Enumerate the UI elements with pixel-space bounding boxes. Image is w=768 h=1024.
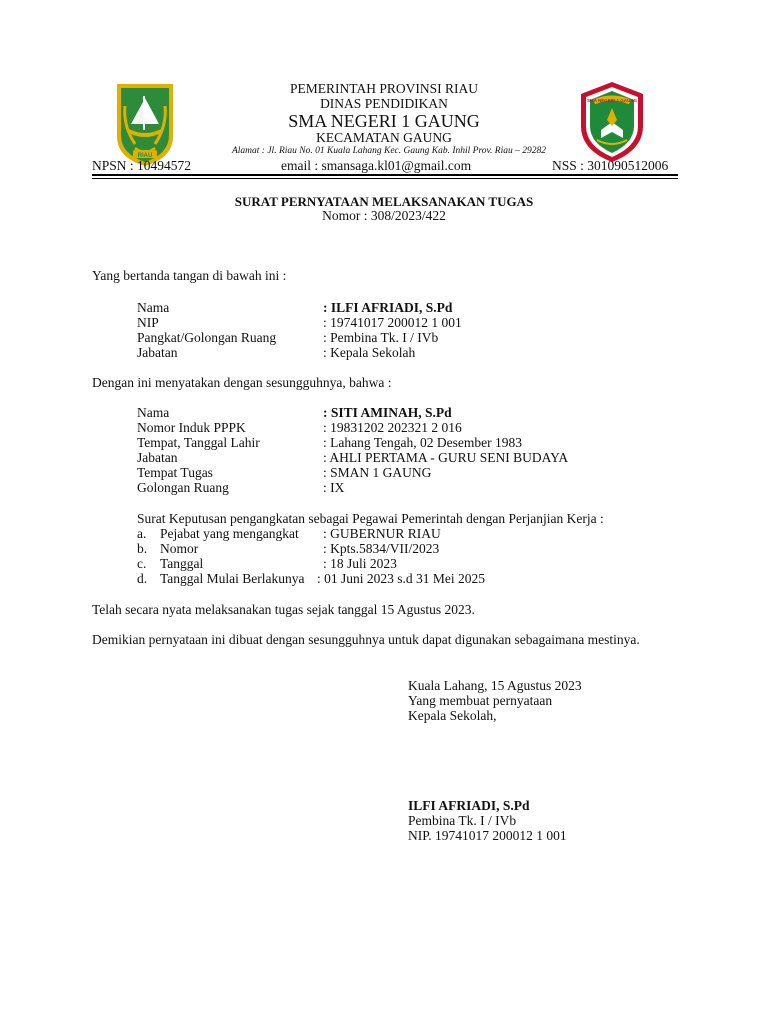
signature-nip: NIP. 19741017 200012 1 001 bbox=[408, 828, 567, 843]
list-marker: a. bbox=[137, 526, 147, 541]
letterhead-rule-thin bbox=[92, 178, 678, 179]
signature-name: ILFI AFRIADI, S.Pd bbox=[408, 798, 530, 813]
list-marker: c. bbox=[137, 556, 147, 571]
field-label: Golongan Ruang bbox=[137, 480, 229, 495]
duty-text: Telah secara nyata melaksanakan tugas sejak tanggal 15 Agustus 2023. bbox=[92, 602, 475, 617]
document-number: Nomor : 308/2023/422 bbox=[322, 208, 446, 223]
decree-intro: Surat Keputusan pengangkatan sebagai Pegawai Pemerintah dengan Perjanjian Kerja : bbox=[137, 511, 604, 526]
field-label: Nama bbox=[137, 300, 170, 315]
field-label: Jabatan bbox=[137, 450, 178, 465]
field-value: : Kpts.5834/VII/2023 bbox=[323, 541, 440, 556]
signature-maker: Yang membuat pernyataan bbox=[408, 693, 553, 708]
letterhead-rule-thick bbox=[92, 174, 678, 176]
field-label: Pejabat yang mengangkat bbox=[160, 526, 299, 541]
field-label: Tempat Tugas bbox=[137, 465, 213, 480]
letterhead-line1: PEMERINTAH PROVINSI RIAU bbox=[290, 81, 478, 96]
district-name: KECAMATAN GAUNG bbox=[316, 130, 452, 145]
field-value: : Kepala Sekolah bbox=[323, 345, 416, 360]
field-value: : 19831202 202321 2 016 bbox=[323, 420, 462, 435]
npsn-text: NPSN : 10494572 bbox=[92, 158, 192, 173]
nss-text: NSS : 301090512006 bbox=[552, 158, 669, 173]
email-text[interactable]: email : smansaga.kl01@gmail.com bbox=[281, 158, 472, 173]
closing-text: Demikian pernyataan ini dibuat dengan sesungguhnya untuk dapat digunakan sebagaimana mestinya. bbox=[92, 632, 640, 647]
field-label: Nomor bbox=[160, 541, 199, 556]
letterhead-line2: DINAS PENDIDIKAN bbox=[320, 96, 448, 111]
list-marker: b. bbox=[137, 541, 148, 556]
field-label: Pangkat/Golongan Ruang bbox=[137, 330, 277, 345]
field-label: Tanggal Mulai Berlakunya bbox=[160, 571, 305, 586]
field-value: : Pembina Tk. I / IVb bbox=[323, 330, 439, 345]
school-logo-text: SMA NEGERI 1 GAUNG bbox=[586, 98, 638, 103]
field-label: Nomor Induk PPPK bbox=[137, 420, 246, 435]
field-value: : AHLI PERTAMA - GURU SENI BUDAYA bbox=[323, 450, 569, 465]
field-value: : IX bbox=[323, 480, 345, 495]
list-marker: d. bbox=[137, 571, 148, 586]
field-value: : 18 Juli 2023 bbox=[323, 556, 397, 571]
signature-rank: Pembina Tk. I / IVb bbox=[408, 813, 517, 828]
field-label: Tanggal bbox=[160, 556, 204, 571]
signature-position: Kepala Sekolah, bbox=[408, 708, 497, 723]
field-label: NIP bbox=[137, 315, 159, 330]
document-title: SURAT PERNYATAAN MELAKSANAKAN TUGAS bbox=[234, 194, 534, 209]
statement-text: Dengan ini menyatakan dengan sesungguhnya, bahwa : bbox=[92, 375, 392, 390]
field-value: : Lahang Tengah, 02 Desember 1983 bbox=[323, 435, 522, 450]
field-value: : 01 Juni 2023 s.d 31 Mei 2025 bbox=[317, 571, 486, 586]
signature-place-date: Kuala Lahang, 15 Agustus 2023 bbox=[408, 678, 582, 693]
intro-text: Yang bertanda tangan di bawah ini : bbox=[92, 268, 287, 283]
field-value: : SITI AMINAH, S.Pd bbox=[323, 405, 452, 420]
school-name: SMA NEGERI 1 GAUNG bbox=[288, 111, 480, 131]
field-value: : 19741017 200012 1 001 bbox=[323, 315, 462, 330]
field-label: Jabatan bbox=[137, 345, 178, 360]
field-value: : ILFI AFRIADI, S.Pd bbox=[323, 300, 453, 315]
field-label: Nama bbox=[137, 405, 170, 420]
riau-logo-text: RIAU bbox=[137, 153, 153, 159]
field-value: : SMAN 1 GAUNG bbox=[323, 465, 432, 480]
field-value: : GUBERNUR RIAU bbox=[323, 526, 441, 541]
school-address: Alamat : Jl. Riau No. 01 Kuala Lahang Kec. Gaung Kab. Inhil Prov. Riau – 29282 bbox=[231, 146, 546, 156]
field-label: Tempat, Tanggal Lahir bbox=[137, 435, 260, 450]
